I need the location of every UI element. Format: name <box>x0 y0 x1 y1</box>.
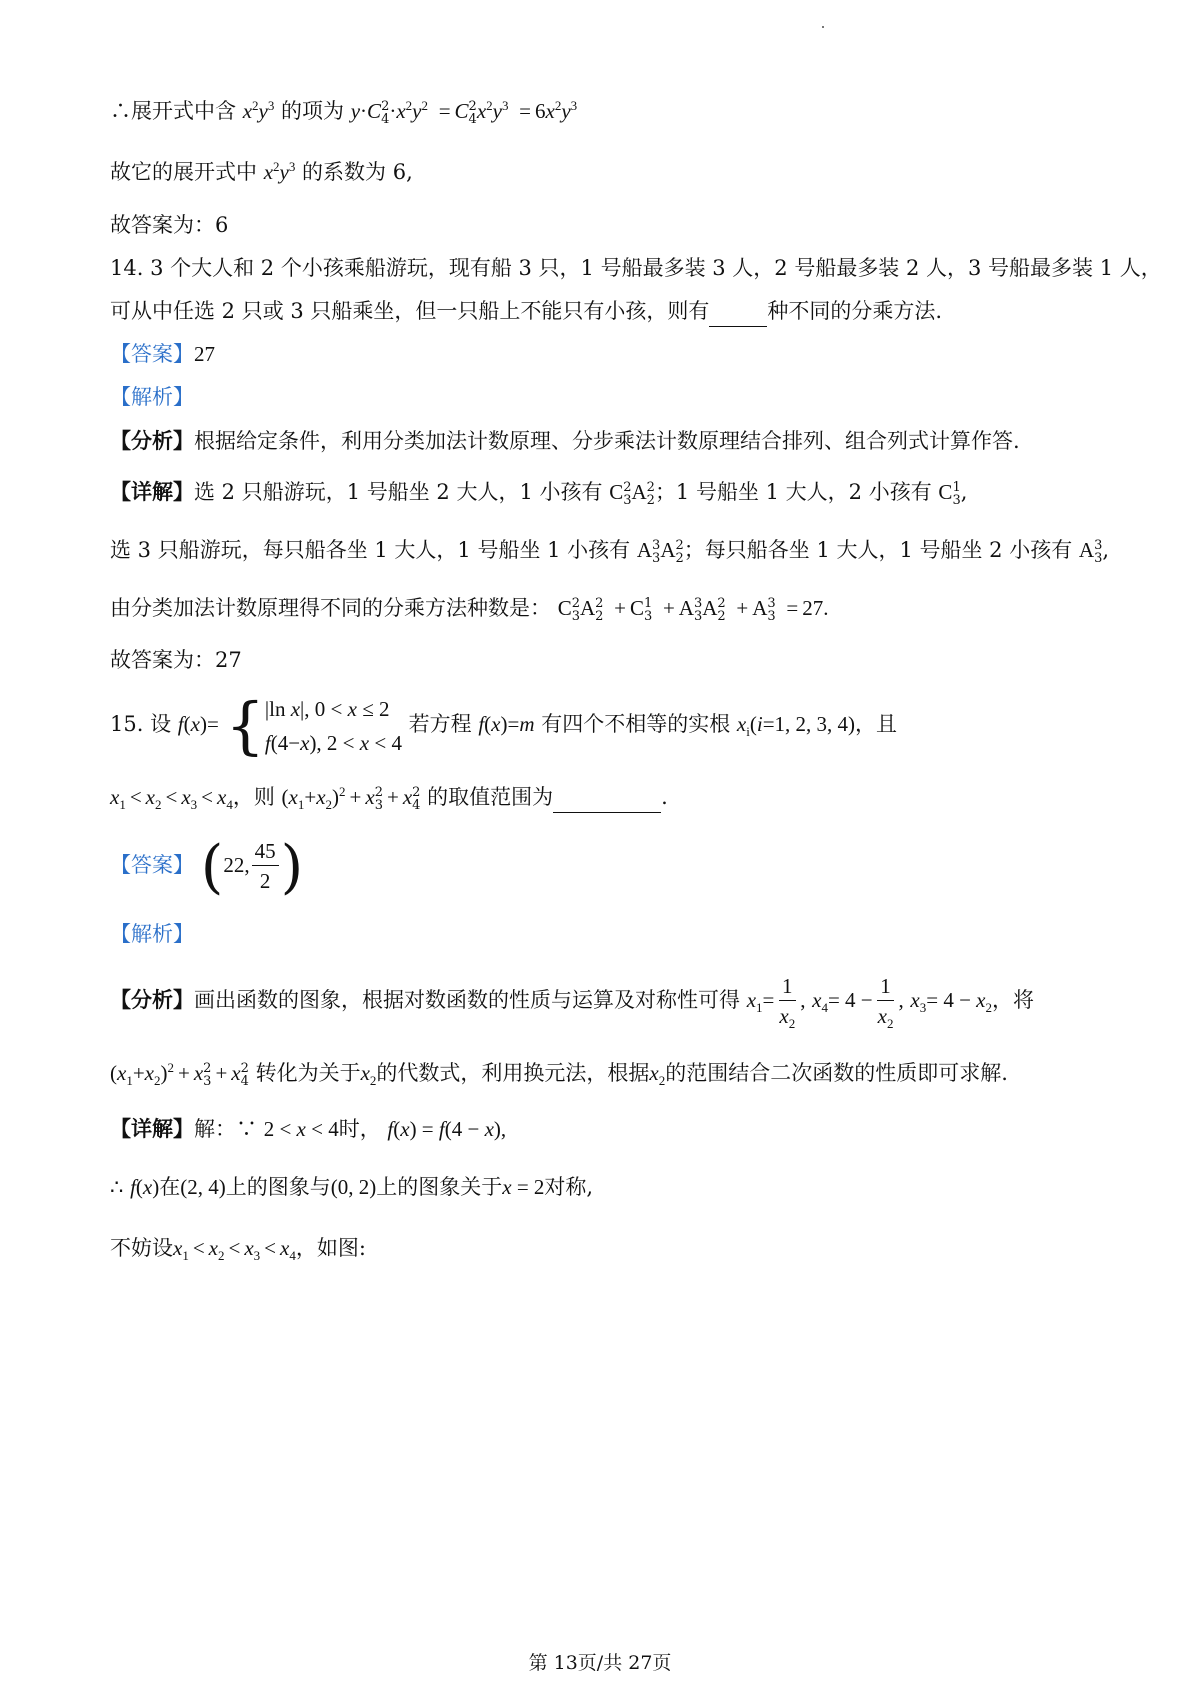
text: 故它的展开式中 <box>110 160 257 184</box>
answer-line-13: 故答案为：6 <box>110 213 229 237</box>
final-answer-14: 故答案为：27 <box>110 648 242 672</box>
fenxi-14 <box>110 426 1020 456</box>
text: 的取值范围为 <box>427 785 554 809</box>
text: ；每只船各坐 1 大人，1 号船坐 2 小孩有 <box>683 538 1073 562</box>
text: ；1 号船坐 1 大人，2 小孩有 <box>654 480 932 504</box>
text: 可从中任选 2 只或 3 只船乘坐，但一只船上不能只有小孩，则有 <box>110 299 710 323</box>
text: 的系数为 6, <box>302 160 413 184</box>
fenxi-15-line-2: $(x_1+x_2)^2 + x$ 2 3 + x 2 4 转化为关于$x_2$的代数式，利用换元法，根据$x_2$的范围结合二次函数的性质即可求解. <box>110 1060 1008 1089</box>
text: ，将 <box>992 988 1034 1012</box>
text: 根据给定条件，利用分类加法计数原理、分步乘法计数原理结合排列、组合列式计算作答. <box>194 429 1020 453</box>
text: 不妨设 <box>110 1236 173 1260</box>
page-footer: 第 13页/共 27页 <box>528 1652 672 1674</box>
fill-blank <box>553 782 661 813</box>
text: 的代数式，利用换元法，根据 <box>376 1061 650 1085</box>
expansion-term-line: ∴展开式中含 $x^2y^3$ 的项为 y·C 2 4 $\cdot x^2y^2 = C$ 2 4 $x^2y^3 = 6x^2y^3$ <box>110 98 578 127</box>
text: 画出函数的图象，根据对数函数的性质与运算及对称性可得 <box>194 988 740 1012</box>
analysis-tag: 【解析】 <box>110 922 194 946</box>
text: ，且 <box>855 712 898 736</box>
detail-tag: 【详解】 <box>110 1116 194 1141</box>
text: ，如图: <box>295 1236 366 1260</box>
text: 选 3 只船游玩，每只船各坐 1 大人，1 号船坐 1 小孩有 <box>110 538 631 562</box>
question-14-line-2 <box>110 296 942 327</box>
analysis-tag-15 <box>110 919 194 949</box>
coefficient-line: 故它的展开式中 $x^2y^3$ 的系数为 6, <box>110 159 413 184</box>
fraction-numerator: 45 <box>252 837 279 866</box>
answer-tag: 【答案】 <box>110 853 194 877</box>
question-15-line-2: $x_1 < x_2 < x_3 < x_4$，则 $(x_1+x_2)^2 + x$ 2 3 + x 2 4 的取值范围为 . <box>110 784 668 813</box>
text: 的项为 <box>281 99 345 123</box>
detail-15-line-3: 不妨设$x_1 < x_2 < x_3 < x_4$，如图: <box>110 1236 366 1264</box>
text: ∴展开式中含 <box>110 99 236 123</box>
text: 有四个不相等的实根 <box>541 712 731 736</box>
text: 解：∵ <box>194 1117 257 1141</box>
text: 选 2 只船游玩，1 号船坐 2 大人，1 小孩有 <box>194 480 603 504</box>
answer-value: 22, <box>223 853 250 877</box>
question-number: 15. 设 <box>110 712 172 736</box>
detail-14-line-1: 【详解】选 2 只船游玩，1 号船坐 2 大人，1 小孩有 C 2 3 A 2 2 ；1 号船坐 1 大人，2 小孩有 C 1 3 , <box>110 479 968 508</box>
text: 上的图象关于 <box>376 1175 503 1199</box>
fill-blank <box>709 296 767 327</box>
detail-14-line-2: 选 3 只船游玩，每只船各坐 1 大人，1 号船坐 1 小孩有 A 3 3 A 2 2 ；每只船各坐 1 大人，1 号船坐 2 小孩有 A 3 3 , <box>110 537 1110 566</box>
analysis-tag: 【解析】 <box>110 385 194 409</box>
scan-dot <box>822 26 824 28</box>
text: 转化为关于 <box>255 1061 361 1085</box>
answer-14 <box>110 339 215 369</box>
detail-15-line-2: ∴ f(x)在(2, 4)上的图象与(0, 2)上的图象关于x = 2对称, <box>110 1175 594 1199</box>
text: 在 <box>159 1175 181 1199</box>
fenxi-tag: 【分析】 <box>110 987 194 1012</box>
text: 对称, <box>544 1175 594 1199</box>
text: 上的图象与 <box>225 1175 331 1199</box>
question-15-line-1: 15. 设 f(x)= { |ln x|, 0 < x ≤ 2 f(4−x), 2 < x < 4 若方程 f(x)=m 有四个不相等的实根 $x_i(i=1$, 2, 3, 4)，且 <box>110 688 898 762</box>
text: 的范围结合二次函数的性质即可求解. <box>665 1061 1008 1085</box>
piecewise-function: { |ln x|, 0 < x ≤ 2 f(4−x), 2 < x < 4 <box>225 688 402 762</box>
answer-15: 【答案】 (22, $\frac{45}{2}$ ) <box>110 832 304 901</box>
fenxi-15-line-1: 【分析】画出函数的图象，根据对数函数的性质与运算及对称性可得 $x_1=$ $\frac{1}{x_2}$ , $x_4= 4$ − $\frac{1}{x_2}$ , $x_3= 4 - x_2$，将 <box>110 974 1034 1032</box>
text: 时， <box>338 1117 381 1141</box>
detail-14-line-3: 由分类加法计数原理得不同的分乘方法种数是： C 2 3 A 2 2 + C 1 3 + A 3 3 A 2 2 + A 3 3 = 27. <box>110 595 829 624</box>
text: 由分类加法计数原理得不同的分乘方法种数是： <box>110 596 551 620</box>
answer-value: 27 <box>194 342 215 366</box>
fraction-denominator: 2 <box>259 869 271 893</box>
text: 若方程 <box>408 712 472 736</box>
detail-tag: 【详解】 <box>110 479 194 504</box>
text: ，则 <box>232 785 275 809</box>
question-14-line-1: 14. 3 个大人和 2 个小孩乘船游玩，现有船 3 只，1 号船最多装 3 人，2 号船最多装 2 人，3 号船最多装 1 人， <box>110 256 1162 280</box>
fenxi-tag: 【分析】 <box>110 428 194 453</box>
analysis-tag-14 <box>110 382 194 412</box>
text: 种不同的分乘方法. <box>767 299 943 323</box>
answer-tag: 【答案】 <box>110 342 194 366</box>
detail-15-line-1: 【详解】解：∵ 2 < x < 4时， f(x) = f(4 − x), <box>110 1116 507 1141</box>
